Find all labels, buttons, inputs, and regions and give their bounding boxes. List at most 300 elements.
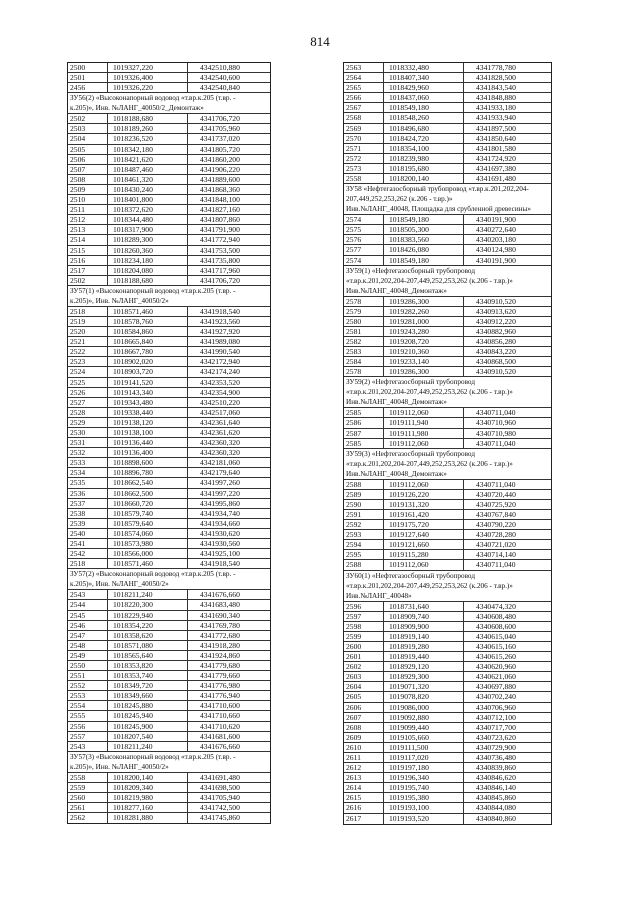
point-number: 2578 [344, 367, 384, 376]
section-header-line: к.205)», Инв. №ЛАНГ_40050/2» [70, 296, 169, 305]
y-coordinate: 4340615,260 [476, 652, 516, 662]
point-number: 2596 [344, 602, 384, 611]
x-coordinate: 1019112,060 [384, 439, 464, 448]
point-number: 2516 [68, 256, 108, 265]
point-number: 2588 [344, 560, 384, 569]
y-coordinate: 4340702,240 [476, 692, 516, 702]
table-row [68, 165, 270, 175]
point-number: 2513 [68, 225, 108, 234]
x-coordinate: 1019115,280 [384, 550, 464, 559]
table-row [344, 367, 551, 377]
y-coordinate: 4340620,960 [476, 662, 516, 672]
point-number: 2553 [68, 691, 108, 700]
table-row [68, 732, 270, 742]
point-number: 2544 [68, 600, 108, 609]
point-number: 2616 [344, 803, 384, 812]
y-coordinate: 4341776,940 [200, 691, 240, 701]
x-coordinate: 1018426,080 [384, 245, 464, 254]
y-coordinate: 4341930,620 [200, 528, 240, 538]
table-row [68, 742, 270, 752]
point-number: 2555 [68, 711, 108, 720]
x-coordinate: 1018902,020 [108, 357, 188, 366]
table-row [344, 307, 551, 317]
section-header-line: «т.вр.к.201,202,204-207,449,252,253,262 (к.206 - т.вр.)» [346, 388, 513, 397]
y-coordinate: 4340728,280 [476, 530, 516, 540]
x-coordinate: 1019136,400 [108, 448, 188, 457]
table-row [68, 225, 270, 235]
point-number: 2580 [344, 317, 384, 326]
point-number: 2540 [68, 529, 108, 538]
point-number: 2502 [68, 114, 108, 123]
point-number: 2535 [68, 478, 108, 487]
x-coordinate: 1018660,720 [108, 499, 188, 508]
y-coordinate: 4341690,340 [200, 610, 240, 620]
section-header [344, 266, 551, 297]
table-row [344, 632, 551, 642]
x-coordinate: 1018354,100 [384, 144, 464, 153]
point-number: 2551 [68, 671, 108, 680]
point-number: 2558 [344, 174, 384, 183]
y-coordinate: 4340846,620 [476, 773, 516, 783]
y-coordinate: 4341848,880 [476, 93, 516, 103]
table-row [68, 813, 270, 823]
x-coordinate: 1019143,340 [108, 388, 188, 397]
y-coordinate: 4342361,620 [200, 428, 240, 437]
y-coordinate: 4342540,600 [200, 73, 240, 83]
x-coordinate: 1018245,900 [108, 722, 188, 731]
section-header-line: «т.вр.к.201,202,204-207,449,252,253,262 (к.206 - т.вр.)» [346, 581, 513, 590]
x-coordinate: 1019078,820 [384, 692, 464, 701]
table-row [344, 682, 551, 692]
y-coordinate: 4342510,880 [200, 63, 240, 72]
x-coordinate: 1019112,060 [384, 408, 464, 417]
table-row [344, 803, 551, 813]
point-number: 2546 [68, 621, 108, 630]
section-header-line: Инв.№ЛАНГ_40048» [346, 591, 412, 600]
x-coordinate: 1019092,880 [384, 713, 464, 722]
y-coordinate: 4341683,480 [200, 600, 240, 610]
y-coordinate: 4341737,020 [200, 134, 240, 144]
x-coordinate: 1018929,300 [384, 672, 464, 681]
table-row [344, 154, 551, 164]
section-header-line: ЗУ59(3) «Нефтегазосборный трубопровод [346, 449, 475, 458]
y-coordinate: 4341990,540 [200, 347, 240, 357]
x-coordinate: 1018220,300 [108, 600, 188, 609]
x-coordinate: 1018289,300 [108, 235, 188, 244]
x-coordinate: 1018548,260 [384, 113, 464, 122]
point-number: 2565 [344, 83, 384, 92]
table-row [344, 763, 551, 773]
table-row [68, 681, 270, 691]
table-row [344, 530, 551, 540]
y-coordinate: 4342174,240 [200, 367, 240, 377]
point-number: 2541 [68, 539, 108, 548]
table-row [68, 235, 270, 245]
y-coordinate: 4340706,960 [476, 702, 516, 712]
table-row [68, 246, 270, 256]
x-coordinate: 1018919,280 [384, 642, 464, 651]
point-number: 2517 [68, 266, 108, 275]
table-row [68, 145, 270, 155]
x-coordinate: 1018667,780 [108, 347, 188, 356]
x-coordinate: 1018896,780 [108, 468, 188, 477]
table-row [68, 205, 270, 215]
section-header-line: Инв.№ЛАНГ_40048_Демонтаж» [346, 469, 447, 478]
y-coordinate: 4340717,700 [476, 722, 516, 732]
point-number: 2522 [68, 347, 108, 356]
y-coordinate: 4341706,720 [200, 275, 240, 285]
point-number: 2504 [68, 134, 108, 143]
table-row [344, 510, 551, 520]
table-row [68, 428, 270, 438]
y-coordinate: 4340910,520 [476, 296, 516, 306]
point-number: 2521 [68, 337, 108, 346]
table-row [344, 773, 551, 783]
point-number: 2543 [68, 590, 108, 599]
section-header-line: ЗУ58 «Нефтегазосборный трубопровод «т.вр.к.201,202,204- [346, 185, 529, 194]
point-number: 2604 [344, 682, 384, 691]
point-number: 2534 [68, 468, 108, 477]
section-header-line: «т.вр.к.201,202,204-207,449,252,253,262 (к.206 - т.вр.)» [346, 276, 513, 285]
y-coordinate: 4341801,580 [476, 143, 516, 153]
point-number: 2509 [68, 185, 108, 194]
x-coordinate: 1019286,300 [384, 367, 464, 376]
x-coordinate: 1019196,340 [384, 773, 464, 782]
section-header-line: Инв.№ЛАНГ_40048_Демонтаж» [346, 398, 447, 407]
x-coordinate: 1018430,240 [108, 185, 188, 194]
y-coordinate: 4341807,860 [200, 215, 240, 225]
table-row [68, 83, 270, 93]
table-row [344, 642, 551, 652]
table-row [344, 215, 551, 225]
table-row [68, 256, 270, 266]
x-coordinate: 1018277,160 [108, 803, 188, 812]
point-number: 2588 [344, 480, 384, 489]
table-row [68, 195, 270, 205]
point-number: 2523 [68, 357, 108, 366]
section-header [68, 93, 270, 114]
x-coordinate: 1018565,640 [108, 651, 188, 660]
section-header-line: ЗУ57(1) «Высоконапорный водовод «т.вр.к.205 (т.вр. - [70, 286, 236, 295]
x-coordinate: 1018571,080 [108, 641, 188, 650]
x-coordinate: 1019243,280 [384, 327, 464, 336]
point-number: 2594 [344, 540, 384, 549]
x-coordinate: 1019127,640 [384, 530, 464, 539]
table-row [344, 256, 551, 266]
y-coordinate: 4340723,620 [476, 732, 516, 742]
table-row [344, 783, 551, 793]
point-number: 2575 [344, 225, 384, 234]
point-number: 2512 [68, 215, 108, 224]
x-coordinate: 1019343,480 [108, 398, 188, 407]
y-coordinate: 4340711,040 [476, 438, 516, 448]
point-number: 2533 [68, 458, 108, 467]
y-coordinate: 4340729,900 [476, 742, 516, 752]
y-coordinate: 4341918,540 [200, 559, 240, 569]
table-row [68, 307, 270, 317]
y-coordinate: 4340839,860 [476, 763, 516, 773]
x-coordinate: 1018188,680 [108, 276, 188, 285]
x-coordinate: 1018461,320 [108, 175, 188, 184]
x-coordinate: 1018239,980 [384, 154, 464, 163]
table-row [68, 468, 270, 478]
point-number: 2538 [68, 509, 108, 518]
y-coordinate: 4341710,600 [200, 701, 240, 711]
table-row [344, 174, 551, 184]
table-row [68, 529, 270, 539]
point-number: 2595 [344, 550, 384, 559]
point-number: 2610 [344, 743, 384, 752]
point-number: 2525 [68, 378, 108, 387]
x-coordinate: 1018578,760 [108, 317, 188, 326]
x-coordinate: 1019193,520 [384, 814, 464, 824]
x-coordinate: 1018573,980 [108, 539, 188, 548]
point-number: 2577 [344, 245, 384, 254]
y-coordinate: 4340882,960 [476, 326, 516, 336]
point-number: 2578 [344, 297, 384, 306]
point-number: 2601 [344, 652, 384, 661]
point-number: 2549 [68, 651, 108, 660]
table-row [68, 114, 270, 124]
x-coordinate: 1018342,180 [108, 145, 188, 154]
table-row [344, 743, 551, 753]
section-header-line: ЗУ59(2) «Нефтегазосборный трубопровод [346, 378, 475, 387]
y-coordinate: 4341776,980 [200, 681, 240, 691]
point-number: 2564 [344, 73, 384, 82]
section-header-line: «т.вр.к.201,202,204-207,449,252,253,262 (к.206 - т.вр.)» [346, 459, 513, 468]
x-coordinate: 1019208,720 [384, 337, 464, 346]
point-number: 2603 [344, 672, 384, 681]
y-coordinate: 4340840,860 [476, 813, 516, 823]
y-coordinate: 4341742,500 [200, 803, 240, 813]
table-row [344, 703, 551, 713]
section-header [68, 752, 270, 773]
y-coordinate: 4341706,720 [200, 114, 240, 124]
point-number: 2573 [344, 164, 384, 173]
table-row [68, 722, 270, 732]
y-coordinate: 4342361,640 [200, 417, 240, 427]
x-coordinate: 1018401,800 [108, 195, 188, 204]
point-number: 2607 [344, 713, 384, 722]
x-coordinate: 1019086,000 [384, 703, 464, 712]
x-coordinate: 1019195,740 [384, 783, 464, 792]
table-row [68, 651, 270, 661]
point-number: 2605 [344, 692, 384, 701]
section-header-line: 207,449,252,253,262 (к.206 - т.вр.)» [346, 195, 453, 204]
point-number: 2557 [68, 732, 108, 741]
x-coordinate: 1018571,460 [108, 307, 188, 316]
table-row [344, 622, 551, 632]
x-coordinate: 1019111,980 [384, 429, 464, 438]
point-number: 2505 [68, 145, 108, 154]
table-row [68, 671, 270, 681]
point-number: 2560 [68, 793, 108, 802]
section-header-line: к.205)», Инв. №ЛАНГ_40050/2_Демонтаж» [70, 104, 204, 113]
table-row [344, 429, 551, 439]
x-coordinate: 1018407,340 [384, 73, 464, 82]
table-row [344, 793, 551, 803]
y-coordinate: 4341918,540 [200, 306, 240, 316]
point-number: 2587 [344, 429, 384, 438]
x-coordinate: 1018332,480 [384, 63, 464, 72]
x-coordinate: 1018234,180 [108, 256, 188, 265]
x-coordinate: 1018260,360 [108, 246, 188, 255]
point-number: 2612 [344, 763, 384, 772]
y-coordinate: 4342517,060 [200, 407, 240, 417]
table-row [344, 124, 551, 134]
x-coordinate: 1019197,180 [384, 763, 464, 772]
table-row [344, 490, 551, 500]
y-coordinate: 4340697,880 [476, 682, 516, 692]
table-row [68, 773, 270, 783]
y-coordinate: 4341772,680 [200, 630, 240, 640]
point-number: 2586 [344, 418, 384, 427]
table-row [344, 652, 551, 662]
table-row [68, 611, 270, 621]
x-coordinate: 1019338,440 [108, 408, 188, 417]
table-row [68, 155, 270, 165]
y-coordinate: 4341745,860 [200, 813, 240, 823]
x-coordinate: 1019286,300 [384, 297, 464, 306]
point-number: 2527 [68, 398, 108, 407]
x-coordinate: 1018204,080 [108, 266, 188, 275]
y-coordinate: 4341933,180 [476, 103, 516, 113]
table-row [68, 63, 270, 73]
table-row [344, 480, 551, 490]
point-number: 2570 [344, 134, 384, 143]
point-number: 2606 [344, 703, 384, 712]
section-header-line: ЗУ56(2) «Высоконапорный водовод «т.вр.к.205 (т.вр. - [70, 94, 236, 103]
table-row [68, 559, 270, 569]
point-number: 2543 [68, 742, 108, 751]
y-coordinate: 4340615,160 [476, 641, 516, 651]
section-header [344, 571, 551, 602]
y-coordinate: 4341753,500 [200, 245, 240, 255]
x-coordinate: 1019141,520 [108, 378, 188, 387]
y-coordinate: 4341710,660 [200, 711, 240, 721]
table-row [344, 602, 551, 612]
point-number: 2617 [344, 814, 384, 824]
y-coordinate: 4342179,640 [200, 468, 240, 478]
x-coordinate: 1018189,260 [108, 124, 188, 133]
table-row [344, 235, 551, 245]
y-coordinate: 4341691,480 [200, 772, 240, 782]
y-coordinate: 4341934,660 [200, 518, 240, 528]
point-number: 2592 [344, 520, 384, 529]
x-coordinate: 1019138,120 [108, 418, 188, 427]
x-coordinate: 1018349,720 [108, 681, 188, 690]
point-number: 2548 [68, 641, 108, 650]
table-row [344, 347, 551, 357]
point-number: 2524 [68, 367, 108, 376]
section-header [344, 377, 551, 408]
y-coordinate: 4341906,220 [200, 164, 240, 174]
x-coordinate: 1018571,460 [108, 559, 188, 568]
table-row [68, 590, 270, 600]
table-row [344, 103, 551, 113]
section-header-line: к.205)», Инв. №ЛАНГ_40050/2» [70, 580, 169, 589]
y-coordinate: 4341724,920 [476, 153, 516, 163]
table-row [344, 550, 551, 560]
point-number: 2536 [68, 489, 108, 498]
y-coordinate: 4341698,500 [200, 782, 240, 792]
section-header-line: к.205)», Инв. №ЛАНГ_40050/2» [70, 762, 169, 771]
point-number: 2613 [344, 773, 384, 782]
section-header [68, 569, 270, 590]
x-coordinate: 1019136,440 [108, 438, 188, 447]
x-coordinate: 1018662,500 [108, 489, 188, 498]
x-coordinate: 1019111,940 [384, 418, 464, 427]
x-coordinate: 1018919,140 [384, 632, 464, 641]
y-coordinate: 4341681,600 [200, 731, 240, 741]
y-coordinate: 4341827,160 [200, 205, 240, 215]
point-number: 2514 [68, 235, 108, 244]
table-row [68, 701, 270, 711]
table-row [344, 83, 551, 93]
table-row [68, 641, 270, 651]
y-coordinate: 4340711,040 [476, 479, 516, 489]
x-coordinate: 1019327,220 [108, 63, 188, 72]
x-coordinate: 1018487,460 [108, 165, 188, 174]
table-row [68, 509, 270, 519]
table-row [68, 661, 270, 671]
y-coordinate: 4341717,960 [200, 265, 240, 275]
y-coordinate: 4340843,220 [476, 347, 516, 357]
point-number: 2563 [344, 63, 384, 72]
point-number: 2531 [68, 438, 108, 447]
table-row [344, 297, 551, 307]
point-number: 2456 [68, 83, 108, 92]
y-coordinate: 4340720,440 [476, 489, 516, 499]
y-coordinate: 4341705,960 [200, 124, 240, 134]
y-coordinate: 4342354,900 [200, 387, 240, 397]
point-number: 2554 [68, 701, 108, 710]
y-coordinate: 4341779,660 [200, 671, 240, 681]
y-coordinate: 4340912,220 [476, 316, 516, 326]
x-coordinate: 1019193,100 [384, 803, 464, 812]
table-row [344, 245, 551, 255]
y-coordinate: 4341889,600 [200, 174, 240, 184]
y-coordinate: 4341805,720 [200, 144, 240, 154]
x-coordinate: 1018584,860 [108, 327, 188, 336]
table-row [68, 489, 270, 499]
point-number: 2515 [68, 246, 108, 255]
point-number: 2576 [344, 235, 384, 244]
table-row [68, 448, 270, 458]
section-header [344, 184, 551, 215]
point-number: 2510 [68, 195, 108, 204]
x-coordinate: 1019105,660 [384, 733, 464, 742]
x-coordinate: 1019210,360 [384, 347, 464, 356]
table-row [68, 124, 270, 134]
point-number: 2550 [68, 661, 108, 670]
y-coordinate: 4341997,220 [200, 488, 240, 498]
y-coordinate: 4340736,480 [476, 752, 516, 762]
y-coordinate: 4341691,480 [476, 174, 516, 184]
x-coordinate: 1018229,940 [108, 611, 188, 620]
x-coordinate: 1018731,640 [384, 602, 464, 611]
table-row [68, 539, 270, 549]
point-number: 2589 [344, 490, 384, 499]
y-coordinate: 4340191,900 [476, 255, 516, 265]
y-coordinate: 4340124,980 [476, 245, 516, 255]
point-number: 2593 [344, 530, 384, 539]
x-coordinate: 1018898,600 [108, 458, 188, 467]
x-coordinate: 1018209,340 [108, 783, 188, 792]
table-row [344, 662, 551, 672]
x-coordinate: 1018383,560 [384, 235, 464, 244]
point-number: 2526 [68, 388, 108, 397]
